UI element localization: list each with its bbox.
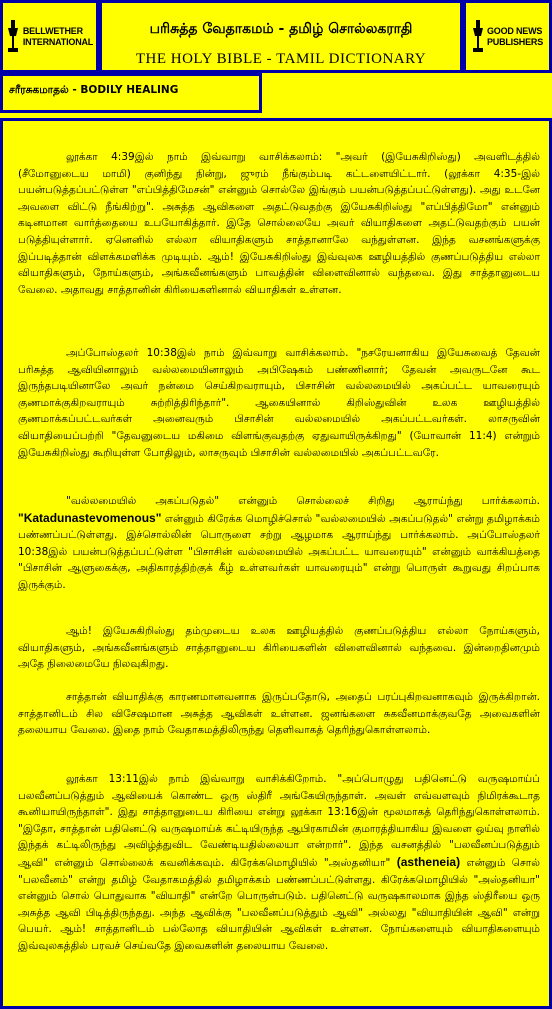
lamp-icon (472, 20, 484, 54)
left-logo-box (0, 0, 99, 73)
lamp-icon (6, 20, 20, 54)
title-box (99, 0, 463, 73)
astheneia-keyword: (astheneia) (396, 854, 461, 869)
paragraph-2: அப்போஸ்தலர் 10:38இல் நாம் இவ்வாறு வாசிக்கலாம். "நசரேயனாகிய இயேசுவைத் தேவன் பரிசுத்த ஆவியினாலும் வல்லமையினாலும் அபிஷேகம் பண்ணினார்; தேவன் அவருடனே கூட இருந்தபடியினாலே அவர் நன்மை செய்கிறவராயும், பிசாசின் வல்லமையில் அகப்பட்ட யாவரையும் குணமாக்குகிறவராயும் சுற்றித்திரிந்தார்". ஆகையினால் கிறிஸ்துவின் உலக ஊழியத்தில் குணமாக்கப்பட்டவர்கள் அனைவரும் பிசாசின் வல்லமையில் அகப்பட்டவர்கள். லாசருவின் வியாதியைப்பற்றி "தேவனுடைய மகிமை விளங்குவதற்கு ஏதுவாயிருக்கிறது" (யோவான் 11:4) என்றும் இயேசுகிறிஸ்து கூறியுள்ள போதிலும், லாசருவும் பிசாசின் வல்லமையில் அகப்பட்டவரே. (18, 347, 540, 459)
left-logo-line1: BELLWETHER (22, 25, 83, 36)
title-tamil: பரிசுத்த வேதாகமம் - தமிழ் சொல்லகராதி (149, 21, 413, 37)
right-logo-line2: PUBLISHERS (486, 36, 543, 47)
greek-keyword: "Katadunastevomenous" (18, 510, 162, 525)
content-box (0, 118, 552, 1009)
paragraph-6-rest: என்னும் சொல் "பலவீனம்" என்று தமிழ் வேதாகமத்தில் தமிழாக்கம் பண்ணப்பட்டுள்ளது. கிரேக்கமொழியில் "அஸ்தனியா" என்னும் சொல் பொதுவாக "வியாதி" என்றே பொருள்படும். பதினெட்டு வருஷகாலமாக இந்த ஸ்திரீயை ஒரு அசுத்த ஆவி பிடித்திருந்தது. அந்த ஆவிக்கு "பலவீனப்படுத்தும் ஆவி" அல்லது "வியாதியின் ஆவி" என்று பெயர். ஆம்! சாத்தானிடம் பல்லோத வியாதியின் ஆவிகள் உள்ளன. நோய்களையும் வியாதிகளையும் இவ்வுலகத்தில் பரவச் செய்வதே இவைகளின் தலையாய வேலை. (18, 856, 540, 952)
paragraph-5: சாத்தான் வியாதிக்கு காரணமானவனாக இருப்பதோடு, அதைப் பரப்புகிறவனாகவும் இருக்கிறான். சாத்தானிடம் சில விசேஷமான அசுத்த ஆவிகள் உள்ளன. ஜனங்களை சுகவீனமாக்குவதே அவைகளின் தலையாய வேலை. இதை நாம் வேதாகமத்திலிருந்து தெளிவாகத் தெரிந்துகொள்ளலாம். (18, 691, 540, 737)
paragraph-1: லூக்கா 4:39இல் நாம் இவ்வாறு வாசிக்கலாம்: "அவர் (இயேசுகிறிஸ்து) அவளிடத்தில் (சீமோனுடைய மாமி) குனிந்து நின்று, ஜுரம் நீங்கும்படி கட்டளையிட்டார். (லூக்கா 4:35-இல் பயன்படுத்தப்பட்டுள்ள "எப்பித்திமேசன்" என்னும் சொல்லே இங்கும் பயன்படுத்தப்பட்டுள்ளது). அது உடனே அவளை விட்டு நீங்கிற்று". அசுத்த ஆவிகளை அதட்டுவதற்கு இயேசுகிறிஸ்து "எப்பித்திமோ" என்னும் கடினமான வார்த்தையை உபயோகித்தார். இதே சொல்லையே அவர் வியாதிகளை அதட்டுவதற்கும் பயன் படுத்தியுள்ளார். ஏனெனில் எல்லா வியாதிகளும் சாத்தானாலே வந்துள்ளன. இந்த வசனங்களுக்கு இப்படித்தான் விளக்கமளிக்க முடியும். ஆம்! இயேசுகிறிஸ்து இவ்வுலக ஊழியத்தில் குணப்படுத்திய எல்லா வியாதிகளும், நோய்களும், அங்கவீனங்களும் பாவத்தின் விளைவினால் வந்தவை. இது சாத்தானுடைய வேலை. அதாவது சாத்தானின் கிரியைகளினால் வியாதிகள் உள்ளன. (18, 151, 540, 296)
left-logo-line2: INTERNATIONAL (22, 36, 94, 47)
paragraph-6 (18, 771, 540, 955)
bellwether-logo (6, 20, 93, 54)
paragraph-4: ஆம்! இயேசுகிறிஸ்து தம்முடைய உலக ஊழியத்தில் குணப்படுத்திய எல்லா நோய்களும், வியாதிகளும், அங்கவீனங்களும் சாத்தானுடைய கிரியைகளின் விளைவினால் வந்தவை. இன்றைதினமும் அதே நிலைமையே நிலவுகிறது. (18, 625, 540, 671)
section-heading: சரீரசுகமாதல் - BODILY HEALING (9, 84, 179, 96)
right-logo-box (463, 0, 552, 73)
paragraph-6-lead: லூக்கா 13:11இல் நாம் இவ்வாறு வாசிக்கிறோம். "அப்பொழுது பதினெட்டு வருஷமாய்ப் பலவீனப்படுத்தும் ஆவியைக் கொண்ட ஒரு ஸ்திரீ அங்கேயிருந்தாள். அவள் எவ்வளவும் நிமிரக்கூடாத கூனியாயிருந்தாள்". இது சாத்தானுடைய கிரியை என்று லூக்கா 13:16இன் மூலமாகத் தெரிந்துகொள்ளலாம். "இதோ, சாத்தான் பதினெட்டு வருஷமாய்க் கட்டியிருந்த ஆபிரகாமின் குமாரத்தியாகிய இவளை ஒய்வு நாளில் இந்தக் கட்டிலிருந்து அவிழ்த்துவிட வேண்டியதில்லையா என்றார்". இந்த வசனத்தில் "பலவீனப்படுத்தும் ஆவி" என்னும் சொல்லைக் கவனிக்கவும். கிரேக்கமொழியில் "அஸ்தனியா" (18, 773, 540, 869)
title-english: THE HOLY BIBLE - TAMIL DICTIONARY (135, 51, 427, 67)
paragraph-3 (18, 493, 540, 594)
section-heading-box (0, 73, 262, 113)
good-news-logo (472, 20, 543, 54)
paragraph-3-lead: "வல்லமையில் அகப்படுதல்" என்னும் சொல்லைச் சிறிது ஆராய்ந்து பார்க்கலாம். (66, 495, 540, 507)
paragraph-3-rest: என்னும் கிரேக்க மொழிச்சொல் "வல்லமையில் அகப்படுதல்" என்று தமிழாக்கம் பண்ணப்பட்டுள்ளது. இச்சொல்லின் பொருளை சற்று ஆழமாக ஆராய்ந்து பார்க்கலாம். அப்போஸ்தலர் 10:38இல் பயன்படுத்தப்பட்டுள்ள "பிசாசின் வல்லமையில் அகப்பட்ட யாவரையும்" என்னும் வாக்கியத்தை "பிசாசின் ஆளுகைக்கு, அதிகாரத்திற்குக் கீழ் உள்ளவர்கள் யாவரையும்" என்று பொருள் கூறுவது சிறப்பாக இருக்கும். (18, 512, 540, 591)
right-logo-line1: GOOD NEWS (486, 25, 543, 36)
